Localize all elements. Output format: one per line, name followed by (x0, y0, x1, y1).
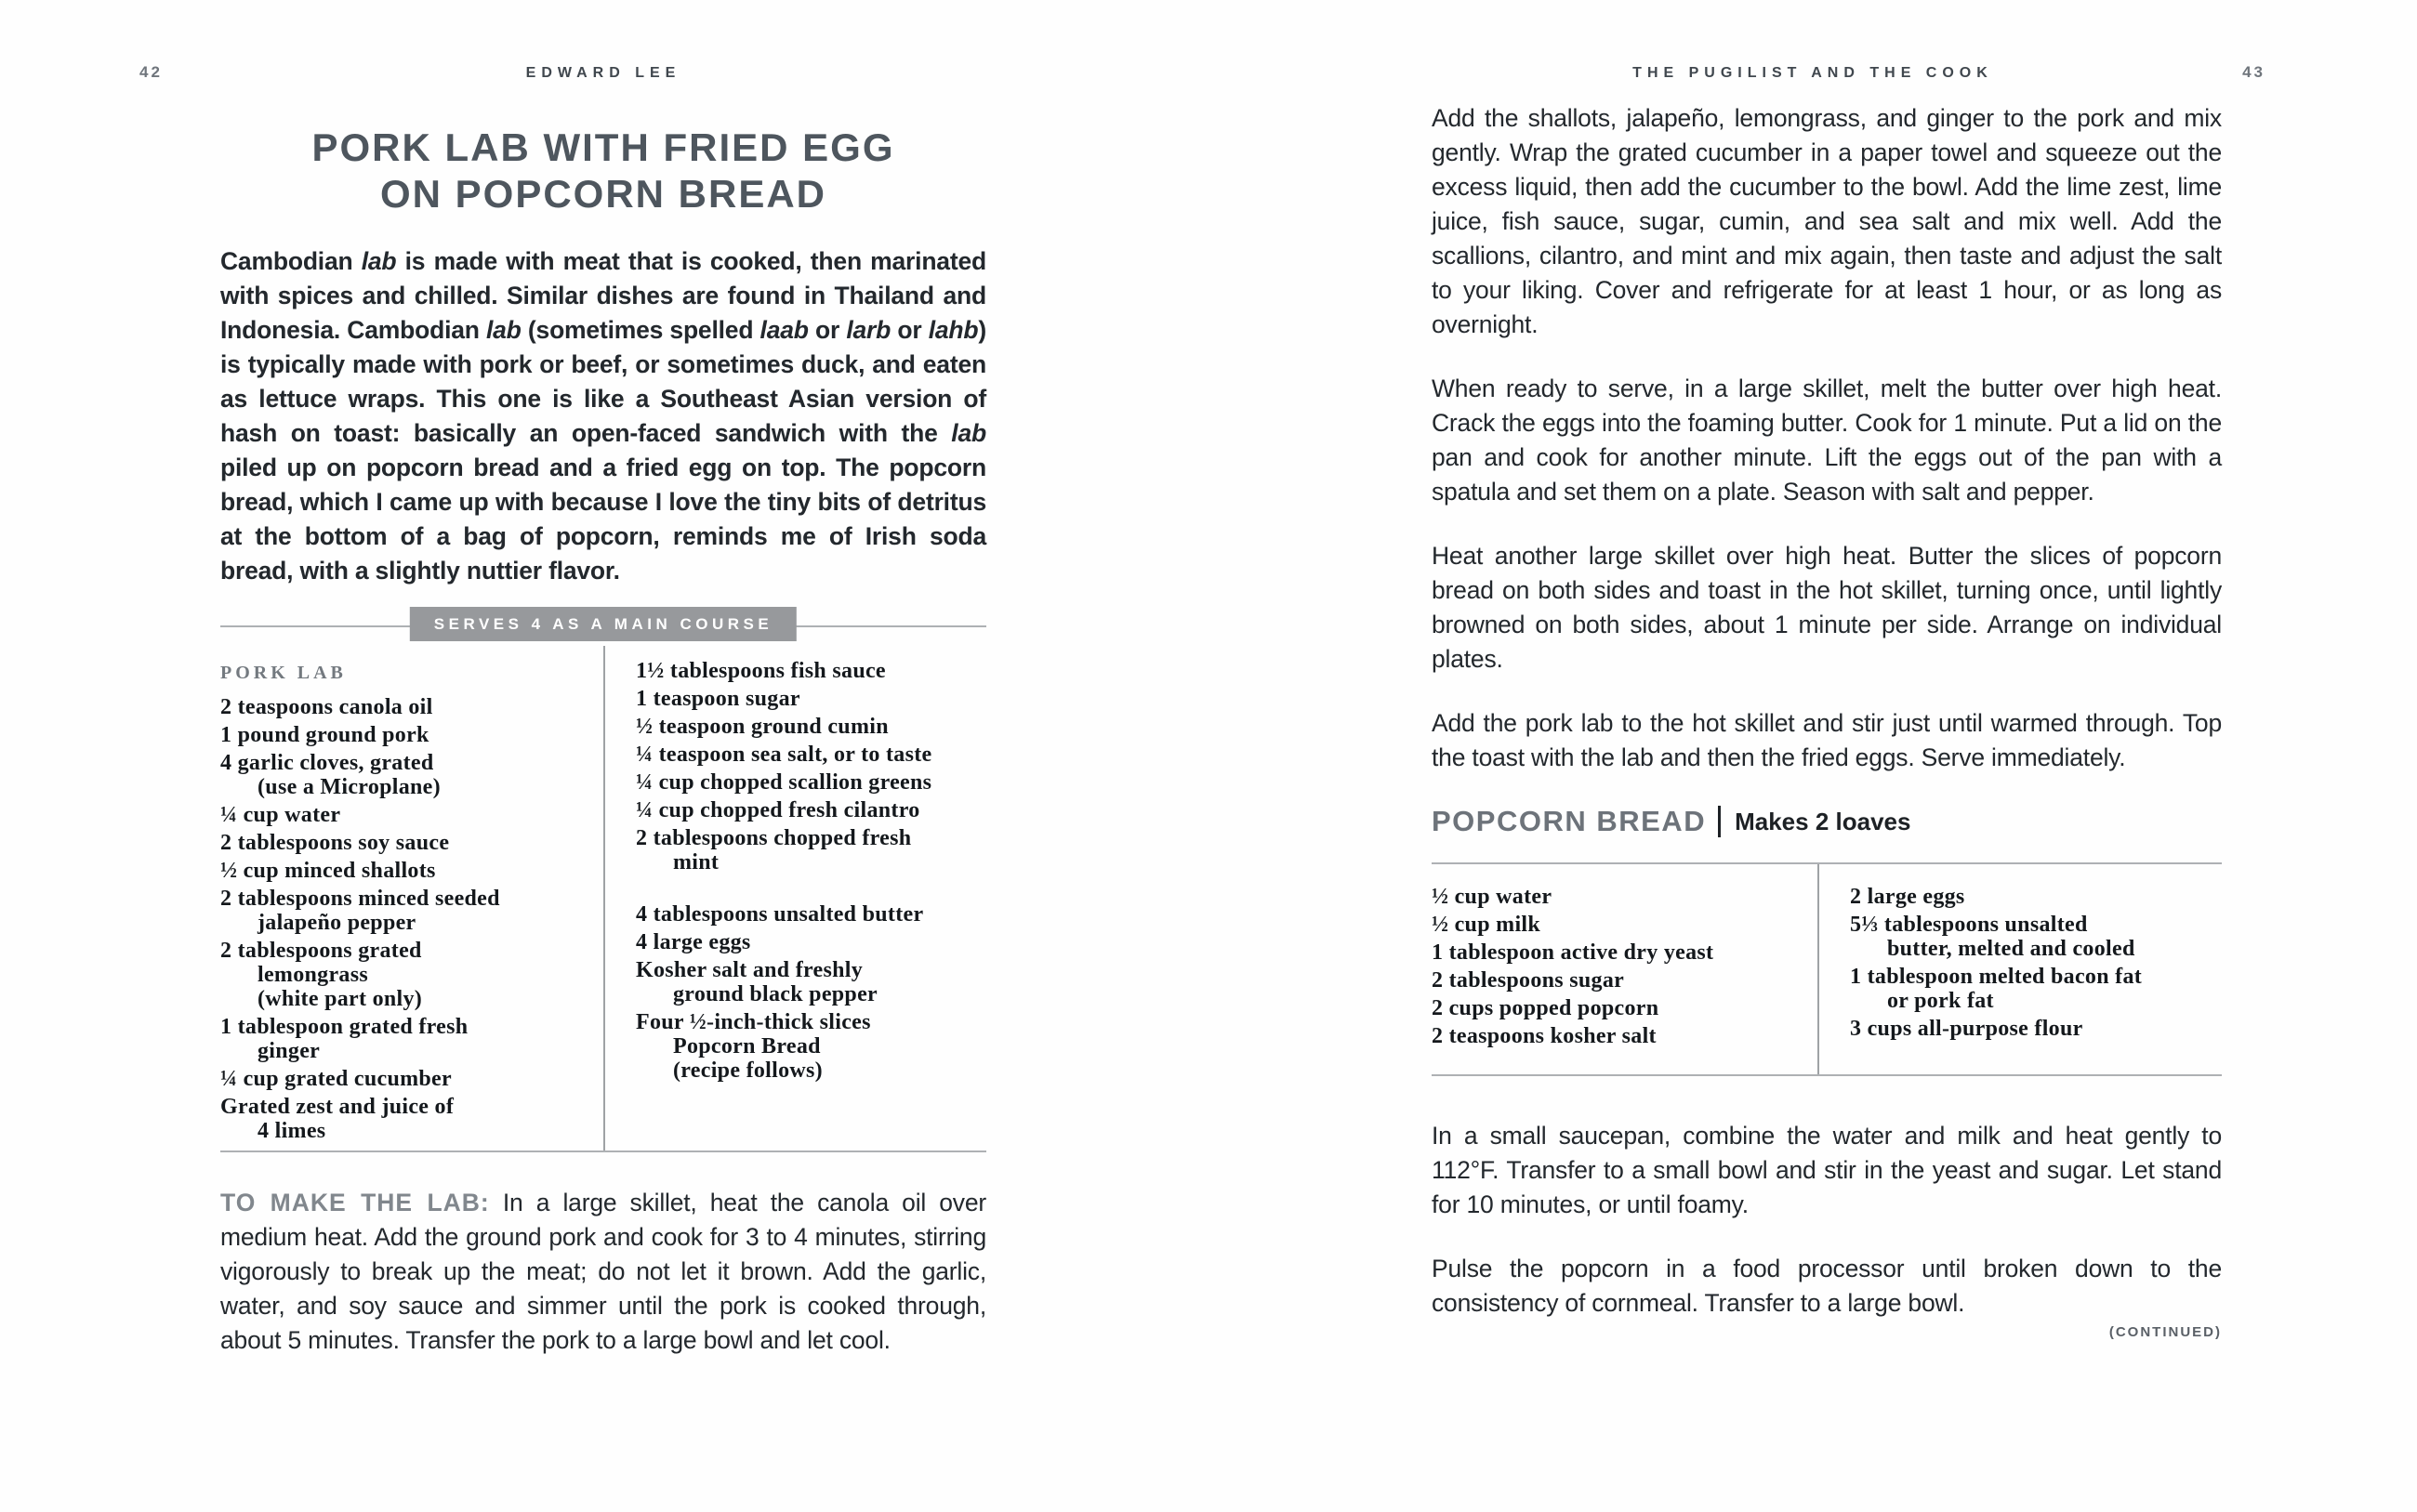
ingredient-line: 4 limes (258, 1119, 326, 1143)
instruction-paragraph-3: Heat another large skillet over high heat. Butter the slices of popcorn bread on both sides and toast in the hot skillet, turning once, until lightly browned on both sides, about 1 minute per side. Arrange on individual plates. (1432, 542, 2222, 673)
ingredient-item (220, 939, 603, 1011)
method-text: In a large skillet, heat the canola oil over medium heat. Add the ground pork and cook for 3 to 4 minutes, stirring vigorously to break up the meat; do not let it brown. Add the garlic, water, and soy sauce and simmer until the pork is cooked through, about 5 minutes. Transfer the pork to a large bowl and let cool. (220, 1189, 986, 1354)
serves-banner-row (220, 607, 986, 646)
ingredients-list-2b (636, 902, 986, 1083)
instruction-paragraph-2: When ready to serve, in a large skillet, melt the butter over high heat. Crack the eggs into the foaming butter. Cook for 1 minute. Put a lid on the pan and cook for another minute. Lift the eggs out of the pan with a spatula and set them on a plate. Season with salt and pepper. (1432, 375, 2222, 506)
ingredient-line: (white part only) (258, 987, 423, 1011)
ingredient-line: 4 garlic cloves, grated (220, 751, 434, 775)
ingredient-item (1850, 1017, 2222, 1041)
ingredient-item (636, 743, 986, 767)
ingredient-item (636, 715, 986, 739)
ingredient-item (636, 659, 986, 683)
ingredient-item (636, 958, 986, 1006)
ingredient-line: 1 tablespoon active dry yeast (1432, 940, 1714, 965)
ingredient-line: ½ teaspoon ground cumin (636, 715, 889, 739)
ingredient-item (1432, 968, 1817, 993)
intro-text-run: ) is typically made with pork or beef, or sometimes duck, and eaten as lettuce wraps. This one is like a Southeast Asian version of hash on toast: basically an open-faced sandwich with the (220, 316, 986, 447)
intro-text-run: piled up on popcorn bread and a fried egg on top. The popcorn bread, which I came up with because I love the tiny bits of detritus at the bottom of a bag of popcorn, reminds me of Irish soda bread, with a slightly nuttier flavor. (220, 454, 986, 585)
ingredient-line: ½ cup minced shallots (220, 859, 436, 883)
ingredient-line: 1 tablespoon melted bacon fat (1850, 965, 2143, 989)
intro-text-run: (sometimes spelled (521, 316, 760, 344)
ingredient-group-spacer (636, 878, 986, 902)
ingredient-line: ¼ teaspoon sea salt, or to taste (636, 743, 932, 767)
ingredient-line: 3 cups all-purpose flour (1850, 1017, 2083, 1041)
ingredient-item (636, 770, 986, 795)
ingredient-line: (use a Microplane) (258, 775, 441, 799)
ingredient-item (1432, 885, 1817, 909)
page-number-left: 42 (139, 63, 163, 81)
intro-italic-term: larb (846, 316, 892, 344)
ingredient-line: ground black pepper (673, 982, 878, 1006)
ingredient-line: 2 tablespoons grated (220, 939, 422, 963)
ingredients-list-2a (636, 659, 986, 874)
ingredient-line: 2 teaspoons kosher salt (1432, 1024, 1657, 1048)
ingredient-line: 2 tablespoons chopped fresh (636, 826, 912, 850)
ingredient-line: Popcorn Bread (673, 1034, 821, 1058)
ingredients-section (220, 646, 986, 1152)
recipe-intro-paragraph (220, 244, 986, 588)
ingredient-item (220, 1067, 603, 1091)
ingredient-item (1850, 913, 2222, 961)
ingredient-line: Grated zest and juice of (220, 1095, 455, 1119)
ingredient-line: 2 cups popped popcorn (1432, 996, 1659, 1020)
ingredient-line: 2 teaspoons canola oil (220, 695, 433, 719)
divider-bar (1718, 806, 1721, 837)
running-head-book-title: THE PUGILIST AND THE COOK (1632, 65, 1993, 81)
ingredients-list-1 (220, 695, 603, 1143)
recipe-title (220, 125, 986, 217)
intro-italic-term: lab (361, 247, 397, 275)
ingredient-line: 2 tablespoons soy sauce (220, 831, 450, 855)
subrecipe-ingredients-column-2 (1817, 864, 2222, 1074)
ingredient-line: ¼ cup chopped fresh cilantro (636, 798, 920, 822)
ingredient-line: Kosher salt and freshly (636, 958, 864, 982)
instruction-paragraph-1: Add the shallots, jalapeño, lemongrass, and ginger to the pork and mix gently. Wrap the grated cucumber in a paper towel and squeeze out the excess liquid, then add the cucumber to the bowl. Add the lime zest, lime juice, fish sauce, sugar, cumin, and sea salt and mix well. Add the scallions, cilantro, and mint and mix again, then taste and adjust the salt to your liking. Cover and refrigerate for at least 1 hour, or as long as overnight. (1432, 104, 2222, 338)
subrecipe-yield: Makes 2 loaves (1735, 807, 1911, 835)
ingredient-line: 4 tablespoons unsalted butter (636, 902, 924, 927)
instruction-paragraph-4: Add the pork lab to the hot skillet and stir just until warmed through. Top the toast with the lab and then the fried eggs. Serve immediately. (1432, 709, 2222, 771)
continued-note: (CONTINUED) (2108, 1324, 2222, 1340)
ingredients-group-label: PORK LAB (220, 663, 347, 683)
ingredient-line: ¼ cup chopped scallion greens (636, 770, 932, 795)
subrecipe-title: POPCORN BREAD (1432, 805, 1707, 837)
intro-text-run: is made with meat that is cooked, then marinated with spices and chilled. Similar dishes are found in Thailand and Indonesia. Cambodian (220, 247, 986, 344)
ingredient-line: Four ½-inch-thick slices (636, 1010, 871, 1034)
ingredient-item (220, 887, 603, 935)
page-number-right: 43 (2242, 63, 2265, 81)
serves-badge: SERVES 4 AS A MAIN COURSE (410, 607, 797, 641)
ingredient-line: 1½ tablespoons fish sauce (636, 659, 886, 683)
ingredient-line: 1 teaspoon sugar (636, 687, 800, 711)
ingredient-line: butter, melted and cooled (1887, 937, 2135, 961)
ingredient-item (1432, 1024, 1817, 1048)
recipe-title-line1: PORK LAB WITH FRIED EGG (311, 125, 895, 169)
ingredient-line: ¼ cup water (220, 803, 341, 827)
intro-text-run: Cambodian (220, 247, 362, 275)
ingredient-item (636, 1010, 986, 1083)
ingredients-column-1 (220, 646, 603, 1150)
ingredient-item (1432, 940, 1817, 965)
page-right (1208, 0, 2417, 1512)
ingredient-line: 2 tablespoons minced seeded (220, 887, 500, 911)
ingredient-item (1432, 996, 1817, 1020)
ingredients-column-2 (603, 646, 986, 1150)
ingredient-line: 4 large eggs (636, 930, 751, 954)
ingredient-item (1432, 913, 1817, 937)
ingredient-line: mint (673, 850, 720, 874)
ingredient-line: ¼ cup grated cucumber (220, 1067, 452, 1091)
subrecipe-ingredients-column-1 (1432, 864, 1817, 1074)
ingredient-line: ½ cup water (1432, 885, 1552, 909)
ingredient-item (220, 1095, 603, 1143)
ingredient-line: lemongrass (258, 963, 368, 987)
ingredient-item (1850, 885, 2222, 909)
ingredient-line: ginger (258, 1039, 321, 1063)
ingredient-item (636, 798, 986, 822)
ingredient-line: or pork fat (1887, 989, 1994, 1013)
ingredient-item (636, 826, 986, 874)
intro-italic-term: lahb (928, 316, 979, 344)
ingredient-item (636, 902, 986, 927)
ingredient-line: 5⅓ tablespoons unsalted (1850, 913, 2088, 937)
intro-italic-term: lab (485, 316, 522, 344)
ingredient-line: 2 large eggs (1850, 885, 1965, 909)
method-paragraph (220, 1186, 986, 1358)
ingredient-line: (recipe follows) (673, 1058, 823, 1083)
method-label: TO MAKE THE LAB: (220, 1189, 490, 1216)
intro-italic-term: lab (951, 419, 986, 447)
intro-text-run: or (808, 316, 847, 344)
intro-text-run: or (891, 316, 929, 344)
ingredient-line: 1 pound ground pork (220, 723, 429, 747)
ingredient-line: 2 tablespoons sugar (1432, 968, 1625, 993)
ingredient-item (636, 687, 986, 711)
subrecipe-header (1432, 805, 2222, 838)
ingredient-item (636, 930, 986, 954)
recipe-title-line2: ON POPCORN BREAD (379, 172, 827, 216)
ingredient-item (220, 859, 603, 883)
ingredient-line: ½ cup milk (1432, 913, 1541, 937)
ingredient-item (220, 751, 603, 799)
ingredient-item (220, 1015, 603, 1063)
subrecipe-paragraph-1: In a small saucepan, combine the water and milk and heat gently to 112°F. Transfer to a small bowl and stir in the yeast and sugar. Let stand for 10 minutes, or until foamy. (1432, 1122, 2222, 1218)
subrecipe-ingredients-section (1432, 862, 2222, 1076)
page-left (0, 0, 1208, 1512)
ingredient-item (220, 723, 603, 747)
ingredient-item (220, 695, 603, 719)
ingredient-item (220, 803, 603, 827)
ingredient-line: jalapeño pepper (258, 911, 416, 935)
running-head-author: EDWARD LEE (525, 65, 681, 81)
subrecipe-paragraph-2: Pulse the popcorn in a food processor until broken down to the consistency of cornmeal. Transfer to a large bowl. (1432, 1255, 2222, 1317)
ingredient-line: 1 tablespoon grated fresh (220, 1015, 469, 1039)
ingredient-item (220, 831, 603, 855)
intro-italic-term: laab (759, 316, 809, 344)
ingredient-item (1850, 965, 2222, 1013)
